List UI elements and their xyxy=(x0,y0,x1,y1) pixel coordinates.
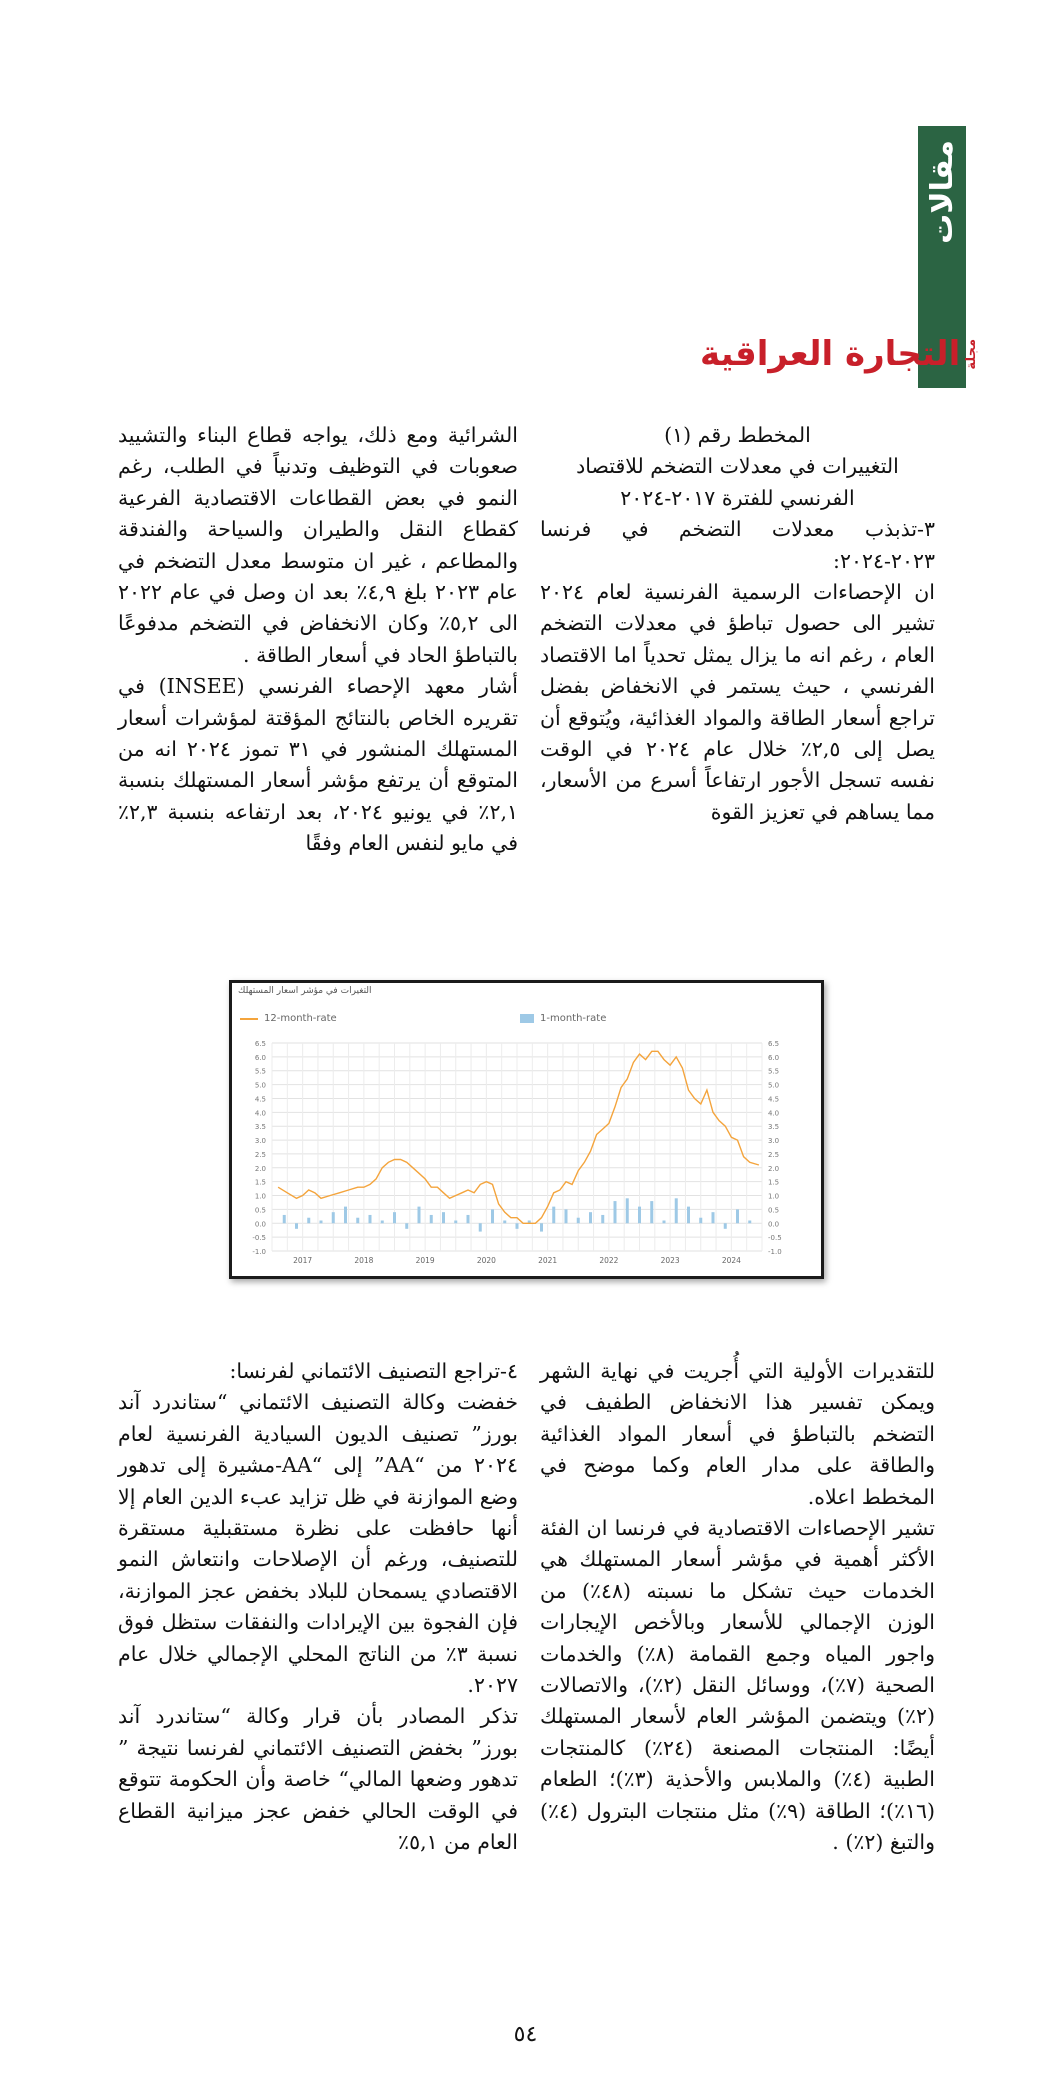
y-tick-label-left: 4.0 xyxy=(254,1109,266,1118)
y-tick-label-left: 2.5 xyxy=(254,1150,266,1159)
y-tick-label-left: 5.5 xyxy=(254,1067,266,1076)
y-tick-label-left: 0.0 xyxy=(254,1220,266,1229)
x-tick-label: 2024 xyxy=(721,1256,741,1265)
y-tick-label-left: 3.5 xyxy=(254,1123,266,1132)
column-left-top xyxy=(118,420,518,860)
bar-1-month-rate xyxy=(454,1220,457,1223)
bar-1-month-rate xyxy=(650,1201,653,1223)
y-tick-label-left: 1.5 xyxy=(254,1178,266,1187)
bar-1-month-rate xyxy=(332,1212,335,1223)
body-paragraph: تشير الإحصاءات الاقتصادية في فرنسا ان الفئة الأكثر أهمية في مؤشر أسعار المستهلك هي الخدمات حيث تشكل ما نسبته (٤٨٪) من الوزن الإجمالي للأسعار وبالأخص الإيجارات واجور المياه وجمع القمامة (٨٪) والخدمات الصحية (٧٪)، ووسائل النقل (٢٪)، والاتصالات (٢٪) ويتضمن المؤشر العام لأسعار المستهلك أيضًا: المنتجات المصنعة (٢٤٪) كالمنتجات الطبية (٤٪) والملابس والأحذية (٣٪)؛ الطعام (١٦٪)؛ الطاقة (٩٪) مثل منتجات البترول (٤٪) والتبغ (٢٪) . xyxy=(540,1516,935,1855)
y-tick-label-left: 6.5 xyxy=(254,1040,266,1048)
section-tab-label: مقالات xyxy=(924,140,960,244)
column-left-bottom xyxy=(118,1356,518,1859)
body-paragraph: أشار معهد الإحصاء الفرنسي (INSEE) في تقريره الخاص بالنتائج المؤقتة لمؤشرات أسعار المستهلك المنشور في ٣١ تموز ٢٠٢٤ انه من المتوقع أن يرتفع مؤشر أسعار المستهلك بنسبة ٢,١٪ في يونيو ٢٠٢٤، بعد ارتفاعه بنسبة ٢,٣٪ في مايو لنفس العام وفقًا xyxy=(118,674,518,856)
y-tick-label-right: 2.5 xyxy=(768,1150,780,1159)
y-tick-label-right: -1.0 xyxy=(768,1248,782,1256)
legend-bar-label: 1-month-rate xyxy=(540,1013,607,1024)
y-tick-label-right: 4.0 xyxy=(768,1109,780,1118)
y-tick-label-right: 3.5 xyxy=(768,1123,780,1132)
bar-1-month-rate xyxy=(663,1220,666,1223)
bar-1-month-rate xyxy=(565,1209,568,1223)
bar-1-month-rate xyxy=(552,1207,555,1224)
section-heading-4: ٤-تراجع التصنيف الائتماني لفرنسا: xyxy=(229,1359,518,1383)
chart-title: التغيرات في مؤشر اسعار المستهلك xyxy=(238,986,372,996)
y-tick-label-left: 2.0 xyxy=(254,1164,266,1173)
bar-1-month-rate xyxy=(320,1220,323,1223)
logo-main-text: التجارة العراقية xyxy=(700,334,961,374)
bar-1-month-rate xyxy=(736,1209,739,1223)
bar-1-month-rate xyxy=(369,1215,372,1223)
x-tick-label: 2021 xyxy=(538,1256,558,1265)
body-paragraph: خفضت وكالة التصنيف الائتماني “ستاندرد آند بورز” تصنيف الديون السيادية الفرنسية لعام ٢٠٢٤ من “AA” إلى “AA-مشيرة إلى تدهور وضع الموازنة في ظل تزايد عبء الدين العام إلا أنها حافظت على نظرة مستقبلية مستقرة للتصنيف، ورغم أن الإصلاحات وانتعاش النمو الاقتصادي يسمحان للبلاد بخفض عجز الموازنة، فإن الفجوة بين الإيرادات والنفقات ستظل فوق نسبة ٣٪ من الناتج المحلي الإجمالي خلال عام ٢٠٢٧. xyxy=(118,1390,518,1698)
y-tick-label-left: 1.0 xyxy=(254,1192,266,1201)
body-paragraph: للتقديرات الأولية التي أُجريت في نهاية الشهر ويمكن تفسير هذا الانخفاض الطفيف في التضخم بالتباطؤ في أسعار المواد الغذائية والطاقة على مدار العام وكما موضح في المخطط اعلاه. xyxy=(540,1359,935,1509)
bar-1-month-rate xyxy=(699,1218,702,1224)
y-tick-label-right: 0.0 xyxy=(768,1220,780,1229)
bar-1-month-rate xyxy=(405,1223,408,1229)
x-tick-label: 2022 xyxy=(599,1256,619,1265)
bar-1-month-rate xyxy=(589,1212,592,1223)
bar-1-month-rate xyxy=(356,1218,359,1224)
line-12-month-rate xyxy=(278,1051,759,1223)
y-tick-label-left: -0.5 xyxy=(252,1234,266,1243)
body-paragraph: ان الإحصاءات الرسمية الفرنسية لعام ٢٠٢٤ تشير الى حصول تباطؤ في معدلات التضخم العام ، رغم انه ما يزال يمثل تحدياً اما الاقتصاد الفرنسي ، حيث يستمر في الانخفاض بفضل تراجع أسعار الطاقة والمواد الغذائية، ويُتوقع أن يصل إلى ٢,٥٪ خلال عام ٢٠٢٤ في الوقت نفسه تسجل الأجور ارتفاعاً أسرع من الأسعار، مما يساهم في تعزيز القوة xyxy=(540,580,936,824)
bar-1-month-rate xyxy=(430,1215,433,1223)
y-tick-label-right: -0.5 xyxy=(768,1234,782,1243)
y-tick-label-right: 6.5 xyxy=(768,1040,780,1048)
bar-1-month-rate xyxy=(381,1220,384,1223)
y-tick-label-left: -1.0 xyxy=(252,1248,266,1256)
bar-1-month-rate xyxy=(516,1223,519,1229)
bar-1-month-rate xyxy=(503,1220,506,1223)
y-tick-label-right: 5.0 xyxy=(768,1081,780,1090)
y-tick-label-left: 0.5 xyxy=(254,1206,266,1215)
x-tick-label: 2020 xyxy=(476,1256,496,1265)
chart-caption-title: التغييرات في معدلات التضخم للاقتصاد الفرنسي للفترة ٢٠١٧-٢٠٢٤ xyxy=(576,454,899,510)
bar-1-month-rate xyxy=(614,1201,617,1223)
bar-1-month-rate xyxy=(540,1223,543,1231)
bar-1-month-rate xyxy=(393,1212,396,1223)
bar-1-month-rate xyxy=(577,1218,580,1224)
y-tick-label-left: 3.0 xyxy=(254,1137,266,1146)
y-tick-label-right: 0.5 xyxy=(768,1206,780,1215)
bar-1-month-rate xyxy=(675,1198,678,1223)
legend-line-label: 12-month-rate xyxy=(264,1013,337,1024)
bar-1-month-rate xyxy=(712,1212,715,1223)
y-tick-label-right: 1.5 xyxy=(768,1178,780,1187)
bar-1-month-rate xyxy=(626,1198,629,1223)
y-tick-label-left: 4.5 xyxy=(254,1095,266,1104)
bar-1-month-rate xyxy=(748,1220,751,1223)
x-tick-label: 2019 xyxy=(415,1256,435,1265)
page-number: ٥٤ xyxy=(513,2022,538,2047)
bar-1-month-rate xyxy=(724,1223,727,1229)
y-tick-label-right: 4.5 xyxy=(768,1095,780,1104)
chart-caption-number: المخطط رقم (١) xyxy=(664,423,811,447)
y-tick-label-left: 5.0 xyxy=(254,1081,266,1090)
bar-1-month-rate xyxy=(307,1218,310,1224)
x-tick-label: 2018 xyxy=(354,1256,374,1265)
y-tick-label-left: 6.0 xyxy=(254,1053,266,1062)
y-tick-label-right: 6.0 xyxy=(768,1053,780,1062)
bar-1-month-rate xyxy=(442,1212,445,1223)
body-paragraph: الشرائية ومع ذلك، يواجه قطاع البناء والتشييد صعوبات في التوظيف وتدنياً في الطلب، رغم النمو في بعض القطاعات الاقتصادية الفرعية كقطاع النقل والطيران والسياحة والفندقة والمطاعم ، غير ان متوسط معدل التضخم في عام ٢٠٢٣ بلغ ٤,٩٪ بعد ان وصل في عام ٢٠٢٢ الى ٥,٢٪ وكان الانخفاض في التضخم مدفوعًا بالتباطؤ الحاد في أسعار الطاقة . xyxy=(118,423,519,667)
section-heading-3: ٣-تذبذب معدلات التضخم في فرنسا ٢٠٢٣-٢٠٢٤: xyxy=(540,517,935,573)
body-paragraph: تذكر المصادر بأن قرار وكالة “ستاندرد آند بورز” بخفض التصنيف الائتماني لفرنسا نتيجة ” تدهور وضعها المالي“ خاصة وأن الحكومة تتوقع في الوقت الحالي خفض عجز ميزانية القطاع العام من ٥,١٪ xyxy=(118,1704,518,1855)
y-tick-label-right: 2.0 xyxy=(768,1164,780,1173)
bar-1-month-rate xyxy=(283,1215,286,1223)
magazine-logo xyxy=(700,326,980,382)
bar-1-month-rate xyxy=(479,1223,482,1231)
y-tick-label-right: 1.0 xyxy=(768,1192,780,1201)
logo-small-text: مجلة xyxy=(964,338,980,370)
bar-1-month-rate xyxy=(295,1223,298,1229)
bar-1-month-rate xyxy=(638,1207,641,1224)
bar-1-month-rate xyxy=(467,1215,470,1223)
y-tick-label-right: 5.5 xyxy=(768,1067,780,1076)
inflation-chart-figure xyxy=(229,980,824,1279)
bar-1-month-rate xyxy=(491,1209,494,1223)
bar-1-month-rate xyxy=(344,1207,347,1224)
x-tick-label: 2023 xyxy=(660,1256,680,1265)
bar-1-month-rate xyxy=(601,1215,604,1223)
column-right-top xyxy=(540,420,935,828)
x-tick-label: 2017 xyxy=(293,1256,313,1265)
column-right-bottom xyxy=(540,1356,935,1859)
bar-1-month-rate xyxy=(687,1207,690,1224)
y-tick-label-right: 3.0 xyxy=(768,1137,780,1146)
chart-plot xyxy=(232,983,821,1276)
bar-1-month-rate xyxy=(418,1207,421,1224)
